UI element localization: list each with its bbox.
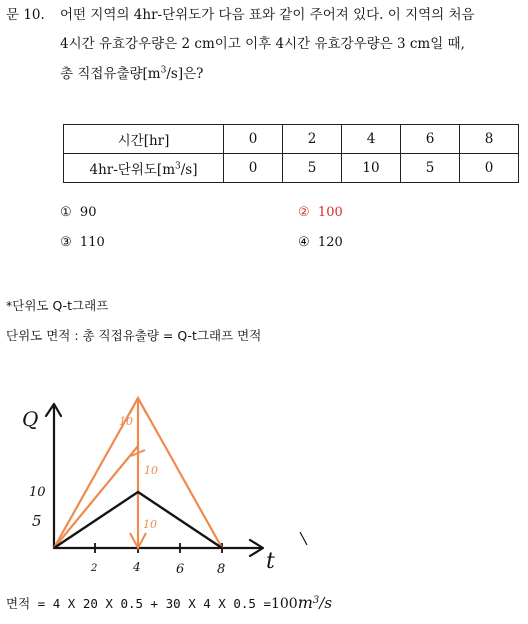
annotation-bottom: 10 — [143, 518, 157, 531]
stray-mark — [300, 532, 307, 545]
second-unit-hydrograph-line — [54, 446, 138, 548]
q-axis-label: Q — [22, 407, 39, 431]
unit-hydrograph-table — [63, 124, 519, 183]
annotation-middle: 10 — [144, 464, 158, 477]
option-1[interactable]: ① 90 — [60, 205, 97, 220]
table-row-label: 4hr-단위도$[m^3/s]$ — [64, 154, 224, 183]
x-label-4: 4 — [133, 560, 141, 574]
question-line-1: 어떤 지역의 4hr-단위도가 다음 표와 같이 주어져 있다. 이 지역의 처음 — [60, 7, 475, 23]
table-row — [64, 125, 519, 154]
table-cell: 6 — [401, 125, 460, 154]
table-row — [64, 154, 519, 183]
option-3[interactable]: ③ 110 — [60, 235, 105, 250]
table-cell: 0 — [224, 154, 283, 183]
x-label-8: 8 — [217, 562, 226, 577]
table-cell: 0 — [460, 154, 519, 183]
question-line-3: 총 직접유출량$[m^3/s]$은? — [60, 65, 204, 82]
t-axis-label: t — [266, 549, 275, 574]
annotation-top: 10 — [119, 415, 133, 428]
answer-line: 면적 = 4 X 20 X 0.5 + 30 X 4 X $0.5 =100m^3/s$ — [6, 593, 333, 612]
note-line-1: *단위도 Q-t그래프 — [6, 298, 109, 313]
y-label-10: 10 — [29, 485, 46, 500]
question-line-2: 4시간 유효강우량은 2 cm이고 이후 4시간 유효강우량은 3 cm일 때, — [60, 36, 465, 52]
table-cell: 0 — [224, 125, 283, 154]
hydrograph-sketch — [0, 380, 528, 580]
table-header-label: 시간[hr] — [64, 125, 224, 154]
table-cell: 4 — [342, 125, 401, 154]
table-cell: 10 — [342, 154, 401, 183]
y-label-5: 5 — [32, 512, 42, 530]
x-label-2: 2 — [91, 563, 98, 574]
note-line-2: 단위도 면적 : 총 직접유출량 = Q-t그래프 면적 — [6, 328, 262, 343]
question-number: 문 10. — [6, 7, 45, 23]
option-2[interactable]: ② 100 — [298, 205, 343, 220]
table-cell: 2 — [283, 125, 342, 154]
option-4[interactable]: ④ 120 — [298, 235, 343, 250]
table-cell: 8 — [460, 125, 519, 154]
table-cell: 5 — [401, 154, 460, 183]
table-cell: 5 — [283, 154, 342, 183]
x-label-6: 6 — [176, 562, 185, 577]
